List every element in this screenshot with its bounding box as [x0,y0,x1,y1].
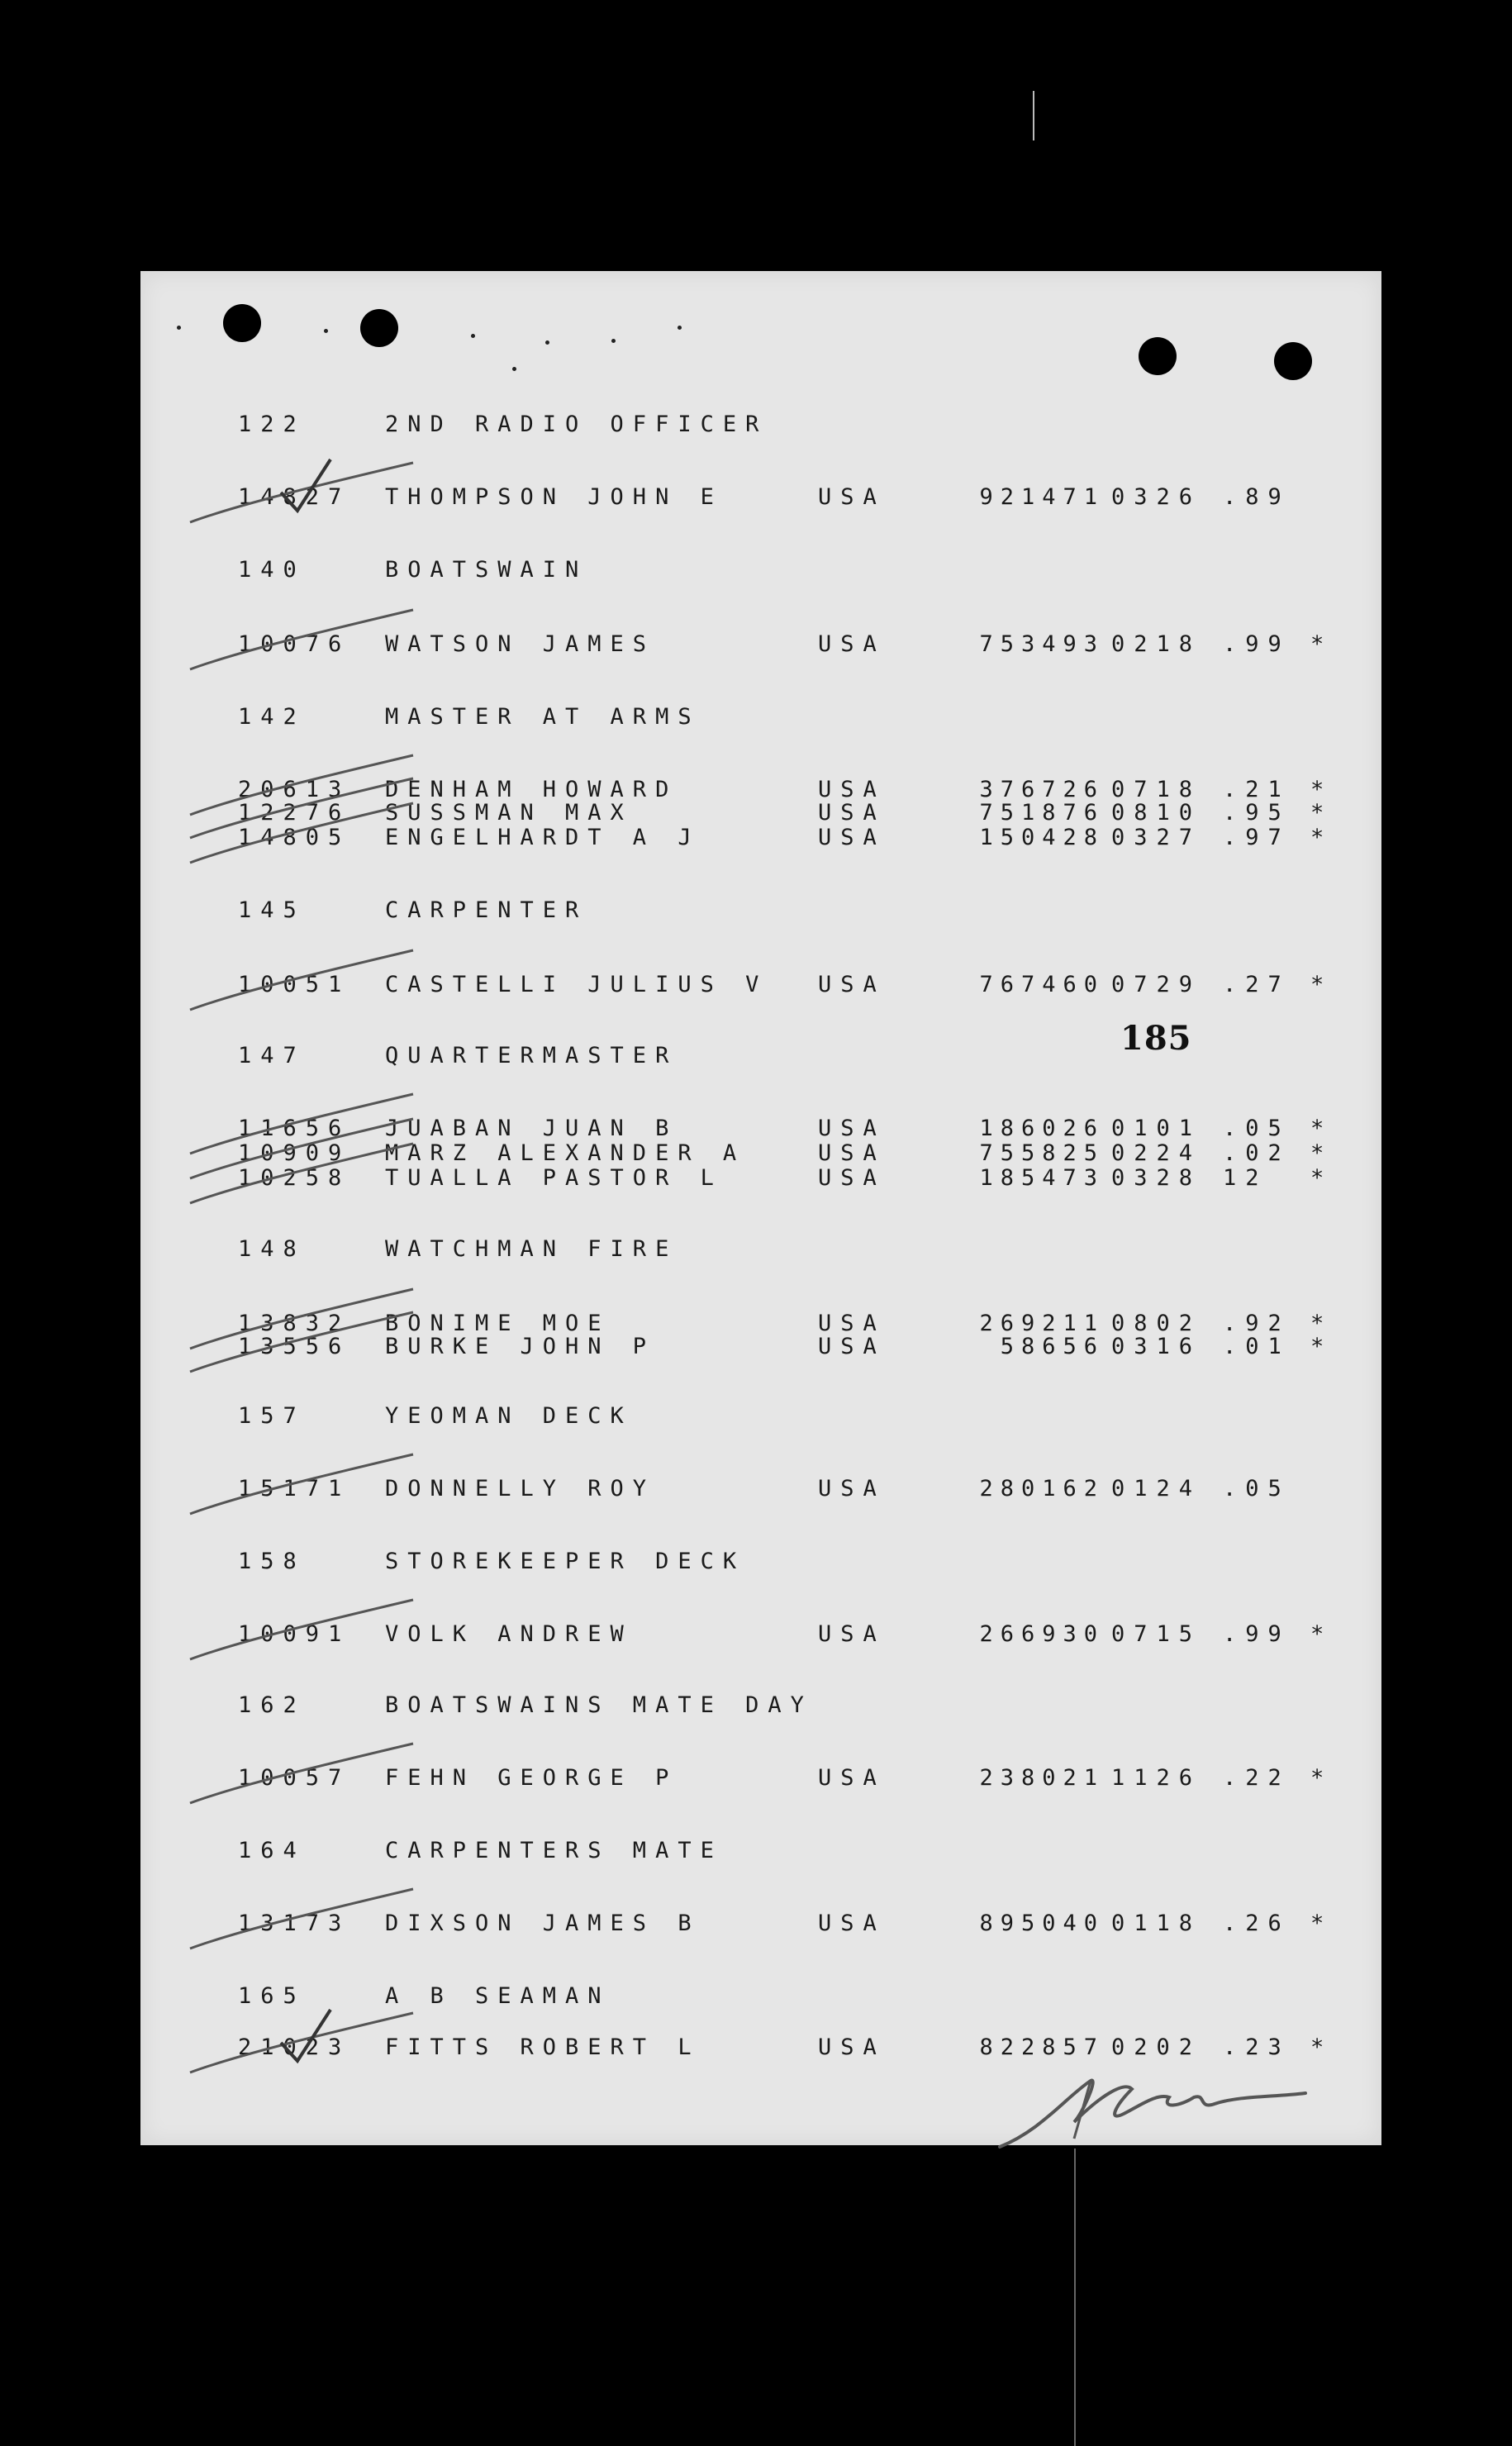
certificate-number: 266930 [979,1621,1105,1647]
crew-entry-row [140,1911,1381,1939]
job-code: 158 [238,1549,306,1574]
certificate-number: 58656 [1000,1334,1105,1359]
punch-hole [223,304,261,342]
crew-name: SUSSMAN MAX [385,800,633,826]
job-title: A B SEAMAN [385,1983,611,2009]
certificate-number: 753493 [979,631,1105,657]
document-page [140,271,1381,2145]
book-number: 11656 [238,1116,351,1141]
rate-value: .23 [1223,2034,1291,2060]
job-code: 148 [238,1236,306,1262]
job-title: STOREKEEPER DECK [385,1549,746,1574]
rate-value: .99 [1223,631,1291,657]
crew-entry-row [140,1140,1381,1168]
star-mark: * [1310,1621,1334,1647]
crew-entry-row [140,1765,1381,1793]
certificate-number: 238021 [979,1765,1105,1791]
book-number: 10258 [238,1165,351,1191]
crew-entry-row [140,1165,1381,1193]
certificate-number: 186026 [979,1116,1105,1141]
rate-value: .05 [1223,1116,1291,1141]
book-number: 13556 [238,1334,351,1359]
nationality: USA [818,800,886,826]
rate-value: .21 [1223,777,1291,802]
speck [545,340,549,345]
page-number-stamp: 185 [1120,1019,1192,1058]
star-mark: * [1310,1165,1334,1191]
job-code: 142 [238,704,306,730]
star-mark: * [1310,2034,1334,2060]
job-code: 145 [238,897,306,923]
book-number: 13832 [238,1311,351,1336]
rate-value: .97 [1223,825,1291,850]
star-mark: * [1310,777,1334,802]
rate-value: .92 [1223,1311,1291,1336]
job-title: BOATSWAIN [385,557,588,583]
job-title: MASTER AT ARMS [385,704,701,730]
book-number: 10057 [238,1765,351,1791]
date-code: 0202 [1111,2034,1202,2060]
section-heading [140,897,1381,926]
punch-hole [1139,337,1177,375]
book-number: 13173 [238,1911,351,1936]
nationality: USA [818,2034,886,2060]
nationality: USA [818,1140,886,1166]
date-code: 0718 [1111,777,1202,802]
speck [678,326,682,330]
speck [471,334,475,338]
nationality: USA [818,972,886,997]
section-heading [140,1549,1381,1577]
nationality: USA [818,1165,886,1191]
certificate-number: 150428 [979,825,1105,850]
job-title: BOATSWAINS MATE DAY [385,1692,813,1718]
book-number: 10091 [238,1621,351,1647]
nationality: USA [818,1116,886,1141]
signature [991,2048,1322,2155]
crew-name: DONNELLY ROY [385,1476,656,1501]
scan-mark [1074,2149,1076,2446]
book-number: 21023 [238,2034,351,2060]
section-heading [140,412,1381,440]
crew-name: MARZ ALEXANDER A [385,1140,746,1166]
rate-value: .89 [1223,484,1291,510]
job-code: 165 [238,1983,306,2009]
nationality: USA [818,825,886,850]
date-code: 0810 [1111,800,1202,826]
crew-entry-row [140,1621,1381,1649]
certificate-number: 822857 [979,2034,1105,2060]
job-code: 140 [238,557,306,583]
book-number: 14805 [238,825,351,850]
crew-name: BONIME MOE [385,1311,611,1336]
crew-name: THOMPSON JOHN E [385,484,723,510]
section-heading [140,1236,1381,1264]
job-code: 164 [238,1838,306,1863]
crew-name: WATSON JAMES [385,631,656,657]
job-title: 2ND RADIO OFFICER [385,412,768,437]
crew-name: DENHAM HOWARD [385,777,678,802]
folded-corner [1454,2300,1512,2424]
date-code: 0118 [1111,1911,1202,1936]
crew-entry-row [140,1476,1381,1504]
rate-value: .99 [1223,1621,1291,1647]
certificate-number: 755825 [979,1140,1105,1166]
crew-name: TUALLA PASTOR L [385,1165,723,1191]
section-heading [140,1692,1381,1720]
rate-value: .05 [1223,1476,1291,1501]
crew-name: VOLK ANDREW [385,1621,633,1647]
nationality: USA [818,777,886,802]
star-mark: * [1310,1911,1334,1936]
date-code: 0802 [1111,1311,1202,1336]
date-code: 0124 [1111,1476,1202,1501]
date-code: 0316 [1111,1334,1202,1359]
nationality: USA [818,484,886,510]
certificate-number: 767460 [979,972,1105,997]
crew-entry-row [140,1116,1381,1144]
star-mark: * [1310,1116,1334,1141]
nationality: USA [818,631,886,657]
job-title: YEOMAN DECK [385,1403,633,1429]
certificate-number: 376726 [979,777,1105,802]
crew-name: ENGELHARDT A J [385,825,701,850]
rate-value: .27 [1223,972,1291,997]
nationality: USA [818,1311,886,1336]
crew-entry-row [140,631,1381,659]
date-code: 1126 [1111,1765,1202,1791]
job-title: QUARTERMASTER [385,1043,678,1068]
crew-name: DIXSON JAMES B [385,1911,701,1936]
rate-value: .95 [1223,800,1291,826]
star-mark: * [1310,1334,1334,1359]
rate-value: .02 [1223,1140,1291,1166]
certificate-number: 185473 [979,1165,1105,1191]
certificate-number: 269211 [979,1311,1105,1336]
book-number: 10051 [238,972,351,997]
section-heading [140,557,1381,585]
crew-entry-row [140,484,1381,512]
star-mark: * [1310,631,1334,657]
nationality: USA [818,1765,886,1791]
certificate-number: 895040 [979,1911,1105,1936]
crew-entry-row [140,825,1381,853]
crew-name: FEHN GEORGE P [385,1765,678,1791]
star-mark: * [1310,825,1334,850]
date-code: 0729 [1111,972,1202,997]
speck [611,339,616,343]
punch-hole [360,309,398,347]
rate-value: .22 [1223,1765,1291,1791]
star-mark: * [1310,800,1334,826]
book-number: 10909 [238,1140,351,1166]
crew-name: BURKE JOHN P [385,1334,656,1359]
job-code: 122 [238,412,306,437]
date-code: 0218 [1111,631,1202,657]
punch-hole [1274,342,1312,380]
section-heading [140,1983,1381,2011]
crew-name: CASTELLI JULIUS V [385,972,768,997]
date-code: 0326 [1111,484,1202,510]
speck [512,367,516,371]
star-mark: * [1310,1140,1334,1166]
date-code: 0224 [1111,1140,1202,1166]
job-title: CARPENTER [385,897,588,923]
speck [177,326,181,330]
book-number: 14827 [238,484,351,510]
job-code: 147 [238,1043,306,1068]
rate-value: .26 [1223,1911,1291,1936]
book-number: 10076 [238,631,351,657]
crew-entry-row [140,972,1381,1000]
scan-mark [1033,91,1034,140]
certificate-number: 280162 [979,1476,1105,1501]
job-code: 162 [238,1692,306,1718]
job-title: CARPENTERS MATE [385,1838,723,1863]
date-code: 0715 [1111,1621,1202,1647]
rate-value: .01 [1223,1334,1291,1359]
date-code: 0328 [1111,1165,1202,1191]
star-mark: * [1310,1311,1334,1336]
date-code: 0101 [1111,1116,1202,1141]
job-title: WATCHMAN FIRE [385,1236,678,1262]
job-code: 157 [238,1403,306,1429]
rate-value: 12 [1223,1165,1268,1191]
star-mark: * [1310,1765,1334,1791]
nationality: USA [818,1911,886,1936]
crew-entry-row [140,800,1381,828]
date-code: 0327 [1111,825,1202,850]
certificate-number: 751876 [979,800,1105,826]
certificate-number: 921471 [979,484,1105,510]
section-heading [140,1838,1381,1866]
speck [324,329,328,333]
crew-entry-row [140,1334,1381,1362]
star-mark: * [1310,972,1334,997]
crew-name: FITTS ROBERT L [385,2034,701,2060]
section-heading [140,704,1381,732]
book-number: 15171 [238,1476,351,1501]
nationality: USA [818,1476,886,1501]
book-number: 20613 [238,777,351,802]
section-heading [140,1043,1381,1071]
book-number: 12276 [238,800,351,826]
nationality: USA [818,1334,886,1359]
section-heading [140,1403,1381,1431]
crew-name: JUABAN JUAN B [385,1116,678,1141]
nationality: USA [818,1621,886,1647]
